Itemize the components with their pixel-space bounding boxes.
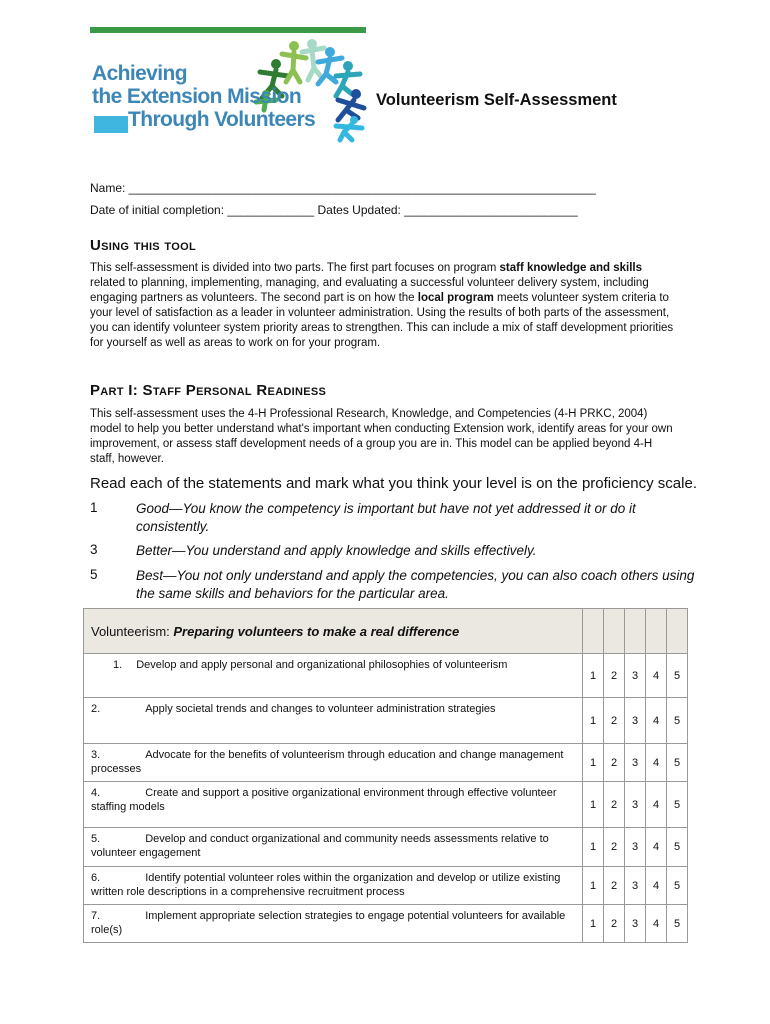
- logo-line-3: Through Volunteers: [128, 108, 316, 131]
- rating-4[interactable]: 4: [646, 654, 667, 698]
- table-row: [84, 867, 688, 905]
- rating-2[interactable]: 2: [604, 654, 625, 698]
- table-row: [84, 744, 688, 782]
- rating-5[interactable]: 5: [667, 744, 688, 782]
- rating-4[interactable]: 4: [646, 698, 667, 744]
- row-text: Identify potential volunteer roles within the organization and develop or utilize existing written role descriptions in a comprehensive recruitment process: [91, 872, 561, 898]
- rating-5[interactable]: 5: [667, 828, 688, 867]
- rating-2[interactable]: 2: [604, 828, 625, 867]
- logo-line-1: Achieving: [92, 62, 187, 85]
- table-row: [84, 698, 688, 744]
- rating-5[interactable]: 5: [667, 905, 688, 943]
- rating-1[interactable]: 1: [583, 654, 604, 698]
- table-title: [84, 609, 583, 654]
- row-text: Apply societal trends and changes to volunteer administration strategies: [145, 703, 496, 715]
- using-tool-bold-2: local program: [417, 292, 494, 304]
- rating-2[interactable]: 2: [604, 744, 625, 782]
- row-text: Develop and conduct organizational and community needs assessments relative to volunteer engagement: [91, 833, 549, 859]
- table-row: [84, 654, 688, 698]
- instruction-text: Read each of the statements and mark what you think your level is on the proficiency scale.: [90, 475, 697, 492]
- row-text: Advocate for the benefits of volunteerism through education and change management processes: [91, 749, 564, 775]
- row-number: 4.: [91, 787, 101, 799]
- scale-num-5: 5: [90, 567, 98, 582]
- rating-1[interactable]: 1: [583, 867, 604, 905]
- rating-1[interactable]: 1: [583, 744, 604, 782]
- header-scale-cell: [646, 609, 667, 654]
- rating-1[interactable]: 1: [583, 828, 604, 867]
- rating-3[interactable]: 3: [625, 744, 646, 782]
- rating-4[interactable]: 4: [646, 782, 667, 828]
- using-tool-paragraph: [90, 261, 680, 351]
- using-tool-text-1: This self-assessment is divided into two parts. The first part focuses on program: [90, 262, 500, 274]
- rating-1[interactable]: 1: [583, 905, 604, 943]
- table-row: [84, 828, 688, 867]
- row-number: 7.: [91, 910, 101, 922]
- row-statement: [84, 654, 583, 698]
- logo-line-2: the Extension Mission: [92, 85, 302, 108]
- scale-text-5: Best—You not only understand and apply the competencies, you can also coach others using the same skills and behaviors for the particular area.: [136, 568, 695, 601]
- rating-5[interactable]: 5: [667, 867, 688, 905]
- dates-field[interactable]: Date of initial completion: _____________ Dates Updated: __________________________: [90, 203, 578, 217]
- table-title-plain: Volunteerism:: [91, 623, 174, 639]
- row-number: 3.: [91, 749, 101, 761]
- row-statement: [84, 828, 583, 867]
- rating-5[interactable]: 5: [667, 782, 688, 828]
- rating-5[interactable]: 5: [667, 654, 688, 698]
- scale-num-3: 3: [90, 542, 98, 557]
- rating-4[interactable]: 4: [646, 867, 667, 905]
- rating-2[interactable]: 2: [604, 782, 625, 828]
- rating-4[interactable]: 4: [646, 828, 667, 867]
- rating-2[interactable]: 2: [604, 698, 625, 744]
- rating-3[interactable]: 3: [625, 828, 646, 867]
- name-field[interactable]: Name: ______________________________________________________________________: [90, 181, 596, 195]
- rating-3[interactable]: 3: [625, 698, 646, 744]
- rating-4[interactable]: 4: [646, 905, 667, 943]
- part1-heading: Part I: Staff Personal Readiness: [90, 382, 327, 399]
- row-number: 6.: [91, 872, 101, 884]
- rating-1[interactable]: 1: [583, 698, 604, 744]
- rating-2[interactable]: 2: [604, 867, 625, 905]
- rating-3[interactable]: 3: [625, 782, 646, 828]
- row-statement: [84, 744, 583, 782]
- header-scale-cell: [604, 609, 625, 654]
- rating-3[interactable]: 3: [625, 654, 646, 698]
- header-scale-cell: [583, 609, 604, 654]
- table-row: [84, 782, 688, 828]
- row-text: Implement appropriate selection strategies to engage potential volunteers for available role(s): [91, 910, 566, 936]
- scale-text-3: Better—You understand and apply knowledge and skills effectively.: [136, 543, 537, 558]
- row-statement: [84, 905, 583, 943]
- using-tool-bold-1: staff knowledge and skills: [499, 262, 643, 274]
- row-text: Create and support a positive organizational environment through effective volunteer staffing models: [91, 787, 557, 813]
- table-header-row: [84, 609, 688, 654]
- row-number: 2.: [91, 703, 101, 715]
- logo-blue-block: [94, 116, 128, 133]
- rating-1[interactable]: 1: [583, 782, 604, 828]
- using-tool-text-2: related to planning, implementing, managing, and evaluating a successful volunteer delivery system, including engaging partners as volunteers. The second part is on how the: [90, 277, 649, 304]
- competency-table: [83, 608, 688, 943]
- rating-3[interactable]: 3: [625, 867, 646, 905]
- row-text: Develop and apply personal and organizational philosophies of volunteerism: [136, 659, 508, 671]
- row-statement: [84, 867, 583, 905]
- row-statement: [84, 698, 583, 744]
- top-green-bar: [90, 27, 366, 33]
- using-tool-heading: Using this tool: [90, 237, 196, 254]
- part1-paragraph: This self-assessment uses the 4-H Professional Research, Knowledge, and Competencies (4-H PRKC, 2004) model to help you better understand what's important when conducting Extension work, identify areas for your own improvement, or assess staff development needs of a group you are in. This model can be applied beyond 4-H staff, however.: [90, 408, 673, 465]
- scale-text-1: Good—You know the competency is important but have not yet addressed it or do it consistently.: [136, 501, 636, 534]
- rating-4[interactable]: 4: [646, 744, 667, 782]
- rating-2[interactable]: 2: [604, 905, 625, 943]
- header-scale-cell: [625, 609, 646, 654]
- logo-wordmark: [92, 62, 332, 131]
- row-number: 5.: [91, 833, 101, 845]
- row-number: 1.: [113, 659, 123, 671]
- scale-num-1: 1: [90, 500, 98, 515]
- table-title-italic: Preparing volunteers to make a real difference: [173, 623, 460, 639]
- document-title: Volunteerism Self-Assessment: [376, 91, 617, 109]
- using-tool-text-3: meets volunteer system criteria to your level of satisfaction as a leader in volunteer administration. Using the results of both parts of the assessment, you can identify volunteer system priority areas to strengthen. This can include a mix of staff development priorities for yourself as well as areas to work on for your program.: [90, 292, 674, 349]
- row-statement: [84, 782, 583, 828]
- rating-3[interactable]: 3: [625, 905, 646, 943]
- rating-5[interactable]: 5: [667, 698, 688, 744]
- table-row: [84, 905, 688, 943]
- header-scale-cell: [667, 609, 688, 654]
